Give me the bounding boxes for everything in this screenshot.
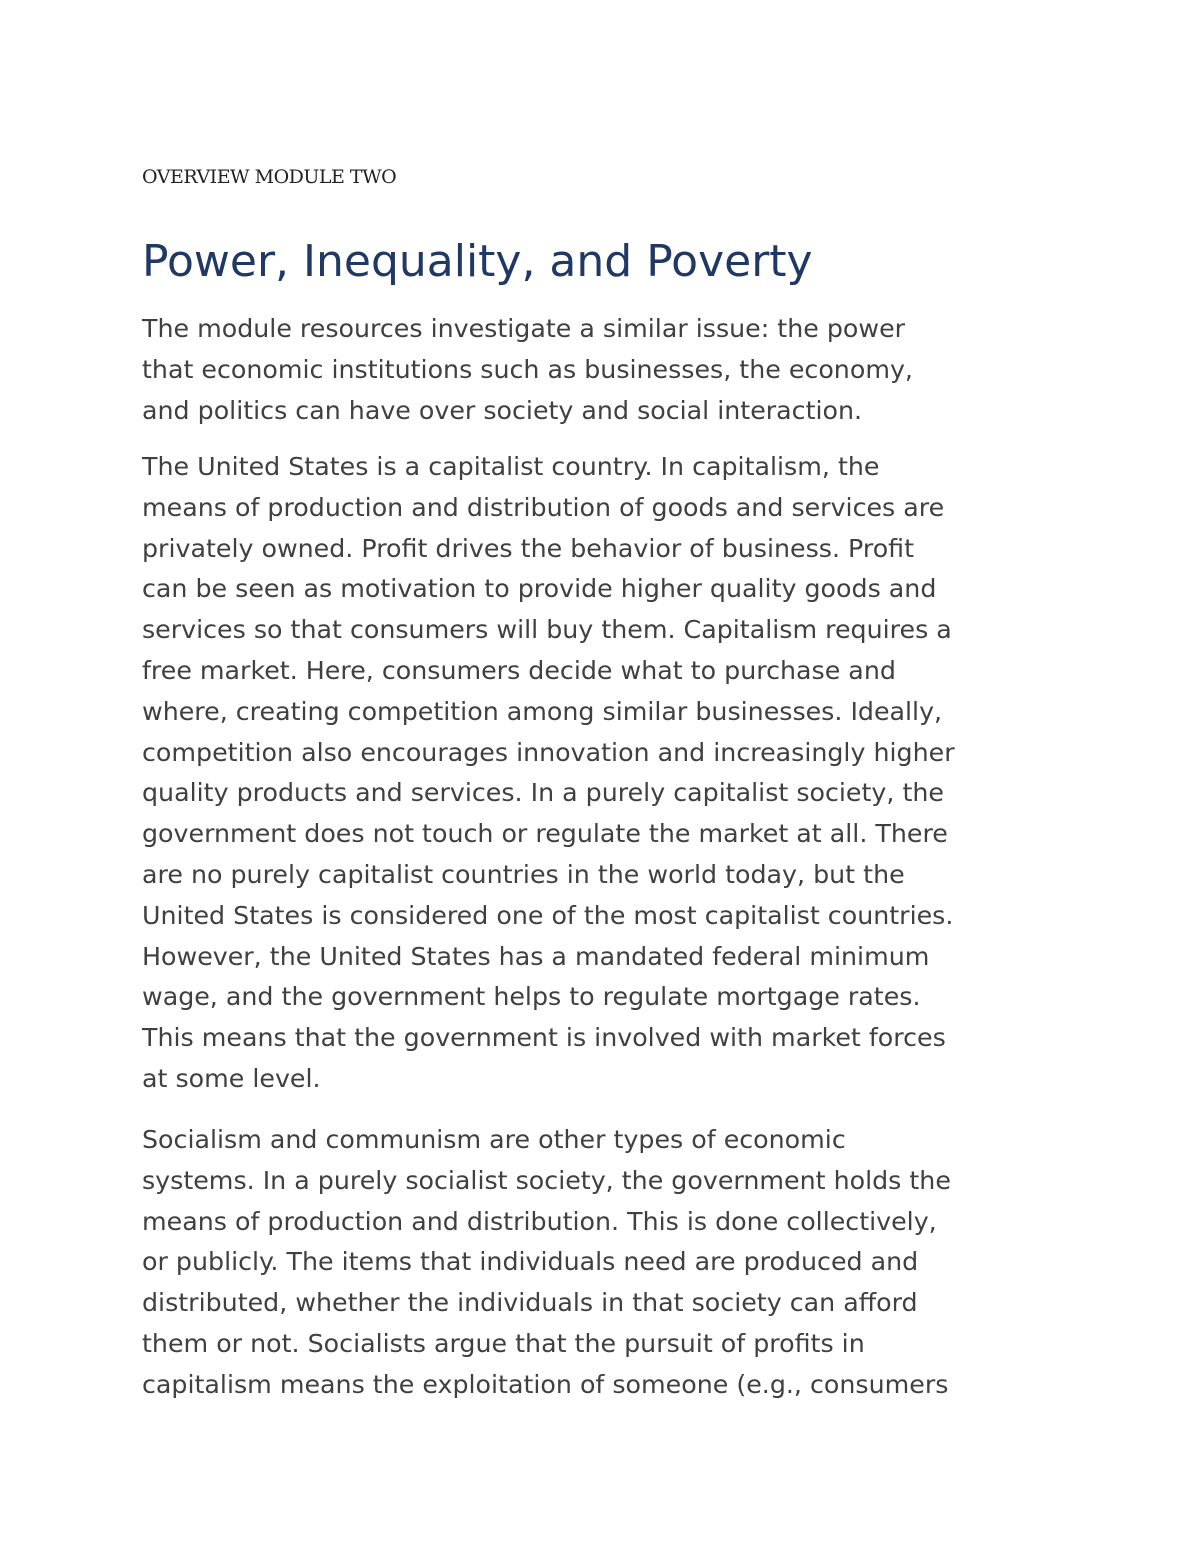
text-line: or publicly. The items that individuals need are produced and	[142, 1247, 919, 1277]
text-line: United States is considered one of the most capitalist countries.	[142, 900, 954, 930]
text-line: them or not. Socialists argue that the pursuit of profits in	[142, 1328, 865, 1358]
module-label: OVERVIEW MODULE TWO	[142, 166, 397, 188]
text-line: services so that consumers will buy them. Capitalism requires a	[142, 615, 952, 645]
text-line: are no purely capitalist countries in the world today, but the	[142, 859, 905, 889]
text-line: competition also encourages innovation and increasingly higher	[142, 737, 955, 767]
paragraph-capitalism	[142, 447, 1067, 1100]
text-line: at some level.	[142, 1063, 321, 1093]
text-line: means of production and distribution of goods and services are	[142, 492, 945, 522]
text-line: The United States is a capitalist country. In capitalism, the	[142, 452, 880, 481]
paragraph-intro	[142, 309, 1067, 431]
text-line: where, creating competition among similar businesses. Ideally,	[142, 696, 943, 726]
text-line: privately owned. Profit drives the behavior of business. Profit	[142, 533, 915, 563]
text-line: capitalism means the exploitation of someone (e.g., consumers	[142, 1369, 949, 1399]
text-line: can be seen as motivation to provide higher quality goods and	[142, 574, 937, 604]
text-line: government does not touch or regulate the market at all. There	[142, 819, 948, 849]
text-line: wage, and the government helps to regulate mortgage rates.	[142, 982, 921, 1012]
text-line: quality products and services. In a purely capitalist society, the	[142, 778, 944, 808]
text-line: The module resources investigate a similar issue: the power	[142, 314, 906, 343]
text-line: means of production and distribution. This is done collectively,	[142, 1206, 937, 1236]
text-line: free market. Here, consumers decide what to purchase and	[142, 655, 896, 685]
text-line: However, the United States has a mandated federal minimum	[142, 941, 930, 971]
text-line: distributed, whether the individuals in that society can afford	[142, 1288, 918, 1318]
text-line: that economic institutions such as businesses, the economy,	[142, 354, 913, 384]
text-line: Socialism and communism are other types of economic	[142, 1125, 846, 1154]
text-line: and politics can have over society and social interaction.	[142, 395, 863, 425]
text-line: systems. In a purely socialist society, the government holds the	[142, 1165, 951, 1195]
paragraph-socialism	[142, 1120, 1067, 1406]
page-title: Power, Inequality, and Poverty	[142, 236, 813, 287]
text-line: This means that the government is involved with market forces	[142, 1023, 946, 1053]
